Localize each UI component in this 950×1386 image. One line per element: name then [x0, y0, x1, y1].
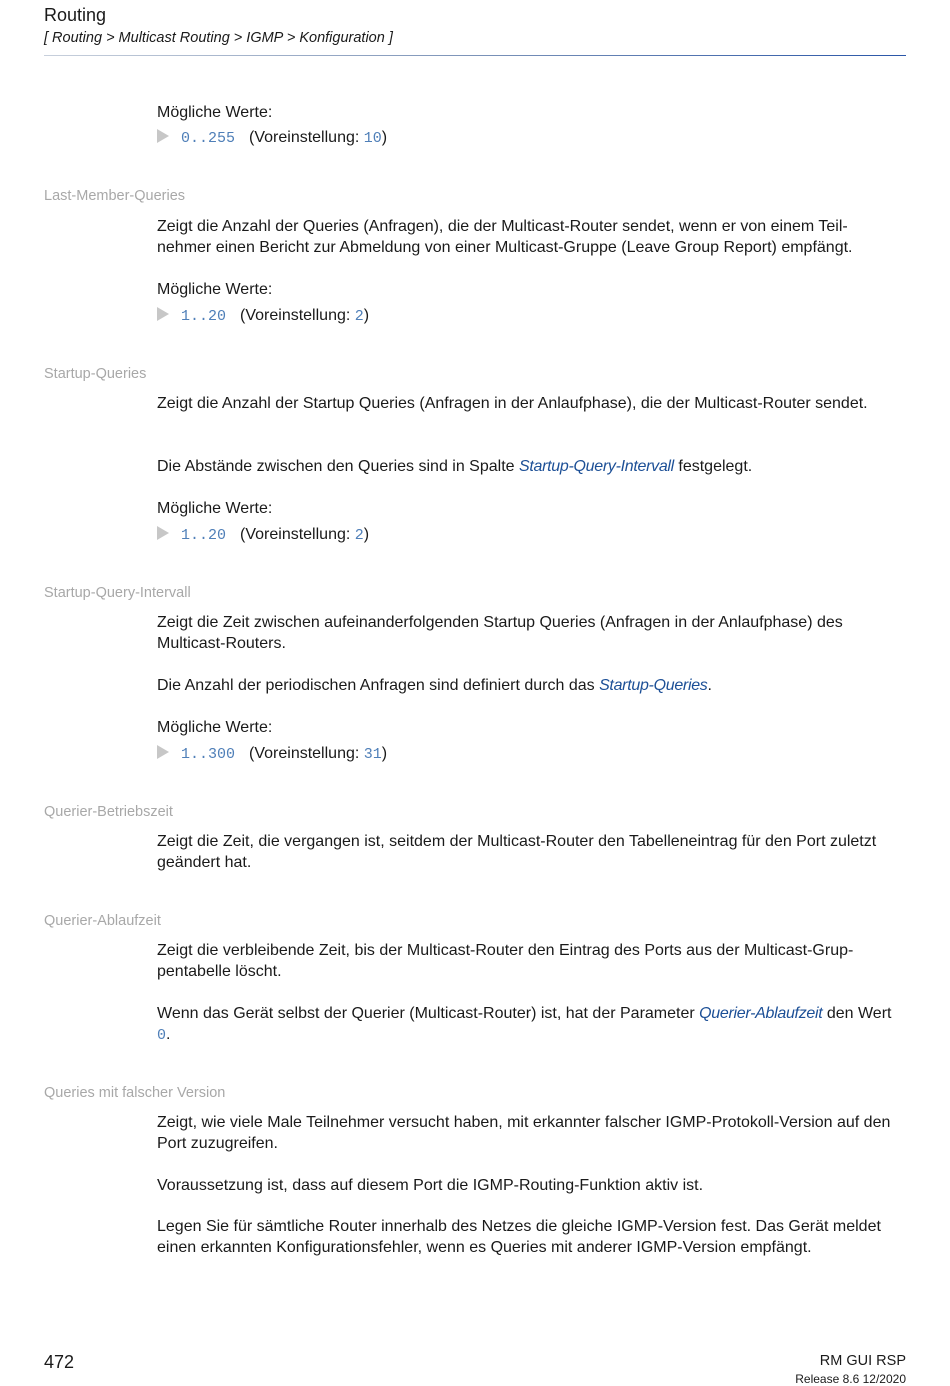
triangle-bullet-icon: [157, 129, 169, 143]
release-info: Release 8.6 12/2020: [795, 1372, 906, 1386]
param-querier-ablaufzeit: Querier-Ablaufzeit: [44, 913, 161, 929]
param-description: Zeigt, wie viele Male Teilnehmer versucht haben, mit erkannter falscher IGMP-Protokoll-Version auf den Port zuzugreifen.: [157, 1114, 891, 1152]
param-startup-query-intervall: Startup-Query-Intervall: [44, 585, 191, 601]
param-description: Zeigt die Anzahl der Queries (Anfragen), die der Multicast-Router sendet, wenn er von einem Teil- nehmer einen Bericht zur Abmeldung von einer Multicast-Gruppe (Leave Group Report) empfängt.: [157, 218, 853, 256]
zero-value: 0: [157, 1027, 167, 1044]
range-value: 1..20: [181, 308, 227, 325]
triangle-bullet-icon: [157, 745, 169, 759]
param-queries-falsche-version: Queries mit falscher Version: [44, 1085, 226, 1101]
value-range-item: 1..300 (Voreinstellung: 31): [157, 744, 387, 765]
param-startup-queries: Startup-Queries: [44, 366, 147, 382]
param-note: Wenn das Gerät selbst der Querier (Multicast-Router) ist, hat der Parameter Querier-Ablaufzeit den Wert 0.: [157, 1005, 892, 1044]
link-querier-ablaufzeit[interactable]: Querier-Ablaufzeit: [699, 1005, 823, 1022]
default-value: 31: [363, 746, 382, 763]
param-querier-betriebszeit: Querier-Betriebszeit: [44, 804, 173, 820]
param-description: Zeigt die Zeit zwischen aufeinanderfolgenden Startup Queries (Anfragen in der Anlaufphase) des Multicast-Routers.: [157, 614, 843, 652]
document-name: RM GUI RSP: [819, 1353, 906, 1369]
value-range-item: 1..20 (Voreinstellung: 2): [157, 525, 369, 546]
param-description: Zeigt die Zeit, die vergangen ist, seitdem der Multicast-Router den Tabelleneintrag für den Port zuletzt geändert hat.: [157, 833, 877, 871]
link-startup-query-intervall[interactable]: Startup-Query-Intervall: [519, 458, 674, 475]
value-range-item: 1..20 (Voreinstellung: 2): [157, 306, 369, 327]
page-number: 472: [44, 1352, 75, 1372]
possible-values-label: Mögliche Werte:: [157, 281, 273, 298]
default-value: 2: [354, 527, 364, 544]
value-range-item: 0..255 (Voreinstellung: 10): [157, 128, 387, 149]
default-value: 10: [363, 130, 382, 147]
param-advice: Legen Sie für sämtliche Router innerhalb des Netzes die gleiche IGMP-Version fest. Das Gerät meldet einen erkannten Konfigurationsfehler, wenn es Queries mit anderer IGMP-Version empfängt.: [157, 1218, 881, 1256]
default-value: 2: [354, 308, 364, 325]
triangle-bullet-icon: [157, 526, 169, 540]
range-value: 0..255: [181, 130, 236, 147]
possible-values-label: Mögliche Werte:: [157, 104, 273, 121]
param-prerequisite: Voraussetzung ist, dass auf diesem Port die IGMP-Routing-Funktion aktiv ist.: [157, 1177, 704, 1194]
link-startup-queries[interactable]: Startup-Queries: [599, 677, 708, 694]
triangle-bullet-icon: [157, 307, 169, 321]
page-header: [44, 4, 906, 48]
possible-values-label: Mögliche Werte:: [157, 500, 273, 517]
param-note: Die Anzahl der periodischen Anfragen sind definiert durch das Startup-Queries.: [157, 677, 712, 694]
chapter-title: Routing: [44, 5, 107, 25]
param-description: Zeigt die Anzahl der Startup Queries (Anfragen in der Anlaufphase), die der Multicast-Router sendet.: [157, 395, 868, 412]
possible-values-label: Mögliche Werte:: [157, 719, 273, 736]
breadcrumb: [ Routing > Multicast Routing > IGMP > Konfiguration ]: [44, 30, 393, 46]
header-divider: [44, 55, 906, 56]
param-description: Zeigt die verbleibende Zeit, bis der Multicast-Router den Eintrag des Ports aus der Multicast-Grup- pentabelle löscht.: [157, 942, 854, 980]
param-note: Die Abstände zwischen den Queries sind in Spalte Startup-Query-Intervall festgelegt.: [157, 458, 753, 475]
range-value: 1..20: [181, 527, 227, 544]
range-value: 1..300: [181, 746, 236, 763]
param-last-member-queries: Last-Member-Queries: [44, 188, 186, 204]
